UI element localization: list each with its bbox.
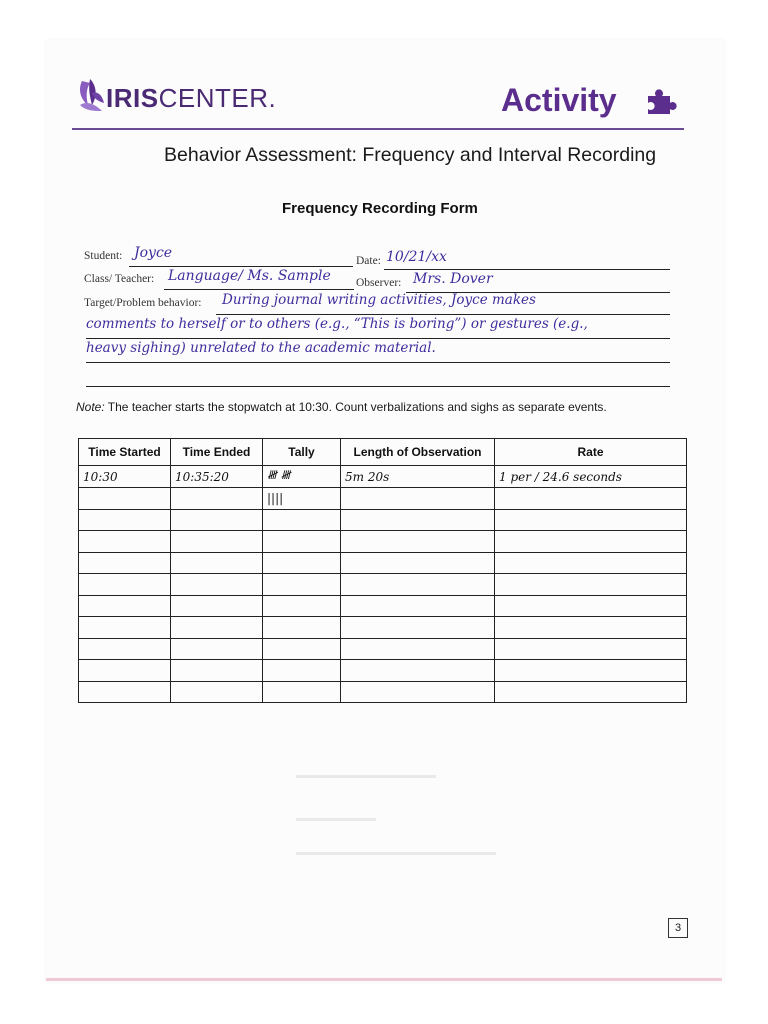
header-tally: Tally [263, 439, 341, 466]
header-rate: Rate [495, 439, 687, 466]
table-row [79, 488, 687, 510]
table-cell [495, 531, 687, 553]
target-underline-3 [86, 362, 670, 363]
table-cell [171, 531, 263, 553]
logo-suffix: . [268, 83, 277, 113]
table-cell [79, 488, 171, 510]
table-row [79, 509, 687, 531]
table-cell [263, 617, 341, 639]
note-body: The teacher starts the stopwatch at 10:30. Count verbalizations and sighs as separate events. [104, 400, 607, 414]
class-underline [164, 289, 354, 290]
table-row [79, 681, 687, 703]
table-cell [171, 681, 263, 703]
iris-flower-icon [76, 75, 106, 115]
observer-label: Observer: [356, 277, 402, 289]
note-text [76, 400, 607, 414]
table-cell [171, 552, 263, 574]
bleed-through-mark [296, 852, 496, 855]
table-cell [79, 509, 171, 531]
table-row [79, 617, 687, 639]
student-underline [129, 266, 353, 267]
table-cell [495, 595, 687, 617]
note-label: Note: [76, 400, 105, 414]
target-underline-4 [86, 386, 670, 387]
logo-bold-text: IRIS [106, 83, 159, 113]
table-cell: 1 per / 24.6 seconds [495, 466, 687, 488]
target-behavior-line-2: comments to herself or to others (e.g., “This is boring”) or gestures (e.g., [86, 316, 588, 332]
table-cell [79, 574, 171, 596]
bleed-through-mark [296, 775, 436, 778]
activity-label: Activity [501, 82, 617, 118]
table-cell [171, 488, 263, 510]
target-behavior-label: Target/Problem behavior: [84, 297, 202, 309]
table-cell [79, 660, 171, 682]
table-row [79, 638, 687, 660]
table-cell [341, 531, 495, 553]
header-length-of-observation: Length of Observation [341, 439, 495, 466]
worksheet-page [46, 40, 724, 982]
table-cell [263, 509, 341, 531]
date-label: Date: [356, 255, 381, 267]
table-cell [495, 617, 687, 639]
table-cell [171, 509, 263, 531]
table-cell [495, 552, 687, 574]
table-cell [263, 638, 341, 660]
table-cell: 5m 20s [341, 466, 495, 488]
table-cell [263, 660, 341, 682]
class-teacher-value: Language/ Ms. Sample [168, 268, 331, 284]
table-cell: 𝍸 𝍸 [263, 466, 341, 488]
table-cell [495, 509, 687, 531]
bleed-through-mark [296, 818, 376, 821]
table-cell [495, 488, 687, 510]
table-cell: 10:35:20 [171, 466, 263, 488]
class-teacher-label: Class/ Teacher: [84, 273, 155, 285]
target-behavior-line-1: During journal writing activities, Joyce makes [222, 292, 536, 308]
table-row [79, 660, 687, 682]
table-cell [341, 488, 495, 510]
table-cell [495, 681, 687, 703]
form-title: Frequency Recording Form [282, 200, 478, 217]
table-row [79, 531, 687, 553]
table-cell [79, 531, 171, 553]
date-underline [384, 269, 670, 270]
table-cell [341, 509, 495, 531]
page-title: Behavior Assessment: Frequency and Interval Recording [164, 144, 657, 166]
table-cell [263, 595, 341, 617]
page-number: 3 [668, 918, 688, 938]
table-cell [341, 638, 495, 660]
frequency-recording-table [78, 438, 687, 703]
table-cell [171, 574, 263, 596]
table-cell [263, 574, 341, 596]
logo-regular-text: CENTER [158, 83, 269, 113]
table-cell [495, 638, 687, 660]
table-cell [341, 595, 495, 617]
table-row [79, 595, 687, 617]
student-value: Joyce [134, 245, 173, 261]
table-cell [341, 681, 495, 703]
table-header-row [79, 439, 687, 466]
table-cell [495, 660, 687, 682]
header-time-ended: Time Ended [171, 439, 263, 466]
student-label: Student: [84, 250, 123, 262]
observer-value: Mrs. Dover [413, 271, 493, 287]
table-row [79, 466, 687, 488]
table-cell [79, 681, 171, 703]
target-behavior-line-3: heavy sighing) unrelated to the academic material. [86, 340, 436, 356]
table-cell [495, 574, 687, 596]
table-cell [79, 617, 171, 639]
date-value: 10/21/xx [386, 249, 447, 265]
table-cell [171, 617, 263, 639]
table-cell [79, 595, 171, 617]
page-bottom-edge [46, 978, 722, 981]
table-row [79, 574, 687, 596]
target-underline-2 [86, 338, 670, 339]
header-divider [72, 128, 684, 130]
table-cell [79, 638, 171, 660]
target-underline-1 [216, 314, 670, 315]
table-row [79, 552, 687, 574]
table-cell [341, 660, 495, 682]
table-cell [263, 681, 341, 703]
header-time-started: Time Started [79, 439, 171, 466]
table-cell [171, 595, 263, 617]
table-cell [341, 552, 495, 574]
table-cell [263, 552, 341, 574]
table-cell: |||| [263, 488, 341, 510]
puzzle-piece-icon [644, 86, 678, 116]
table-cell [79, 552, 171, 574]
logo-wordmark [106, 83, 276, 114]
table-body [79, 466, 687, 703]
table-cell: 10:30 [79, 466, 171, 488]
table-cell [341, 574, 495, 596]
table-cell [171, 660, 263, 682]
table-cell [171, 638, 263, 660]
table-cell [341, 617, 495, 639]
table-cell [263, 531, 341, 553]
